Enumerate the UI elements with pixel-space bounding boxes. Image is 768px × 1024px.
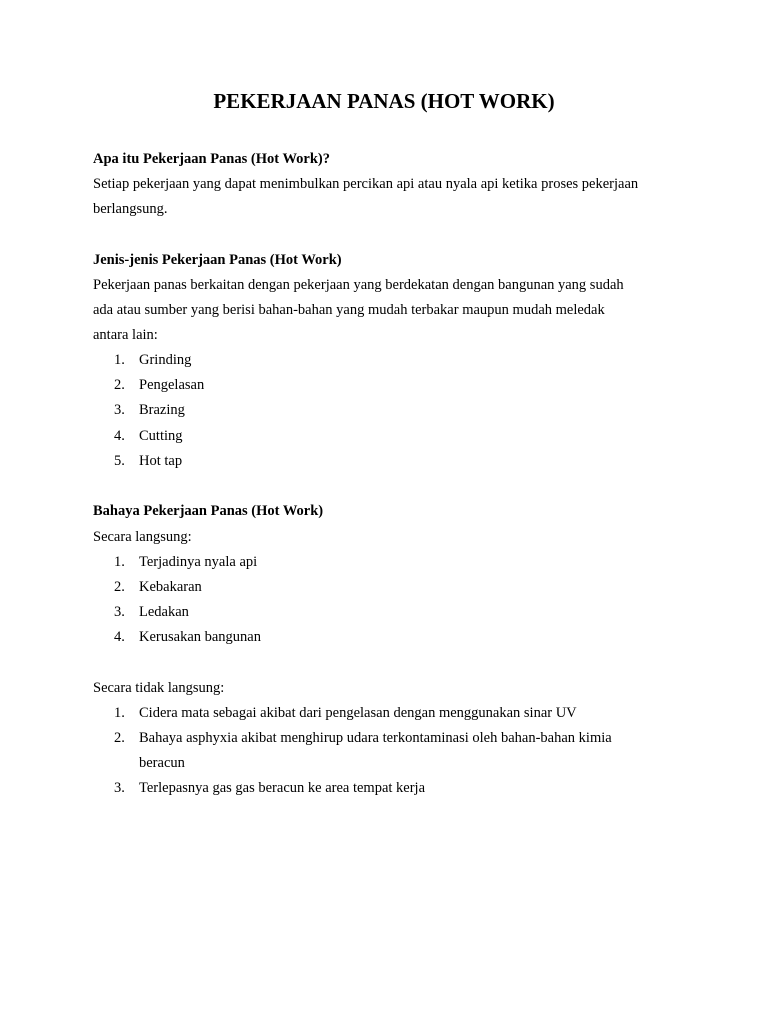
list-item: Terjadinya nyala api — [139, 554, 258, 570]
list-item-number: 4. — [114, 428, 125, 444]
list-item-number: 4. — [114, 629, 125, 645]
list-item-number: 1. — [114, 352, 125, 368]
paragraph-line: Setiap pekerjaan yang dapat menimbulkan percikan api atau nyala api ketika proses pekerjaan — [93, 176, 639, 192]
list-item: Terlepasnya gas gas beracun ke area tempat kerja — [139, 780, 426, 796]
subheading-direct: Secara langsung: — [93, 529, 192, 545]
section-heading-hazards: Bahaya Pekerjaan Panas (Hot Work) — [93, 503, 324, 519]
list-item: Hot tap — [139, 453, 183, 469]
list-item: Bahaya asphyxia akibat menghirup udara terkontaminasi oleh bahan-bahan kimia — [139, 730, 612, 746]
list-item-number: 3. — [114, 780, 125, 796]
section-heading-types: Jenis-jenis Pekerjaan Panas (Hot Work) — [93, 252, 342, 268]
list-item-number: 2. — [114, 579, 125, 595]
list-item-number: 1. — [114, 554, 125, 570]
subheading-indirect: Secara tidak langsung: — [93, 680, 225, 696]
list-item-continuation: beracun — [139, 755, 185, 771]
paragraph-line: ada atau sumber yang berisi bahan-bahan yang mudah terbakar maupun mudah meledak — [93, 302, 605, 318]
list-item-number: 1. — [114, 705, 125, 721]
list-item-number: 5. — [114, 453, 125, 469]
section-heading-definition: Apa itu Pekerjaan Panas (Hot Work)? — [93, 151, 330, 167]
list-item: Grinding — [139, 352, 192, 368]
list-item-number: 2. — [114, 377, 125, 393]
list-item: Brazing — [139, 402, 185, 418]
paragraph-line: Pekerjaan panas berkaitan dengan pekerjaan yang berdekatan dengan bangunan yang sudah — [93, 277, 624, 293]
list-item-number: 3. — [114, 604, 125, 620]
list-item-number: 3. — [114, 402, 125, 418]
list-item: Pengelasan — [139, 377, 205, 393]
list-item: Kebakaran — [139, 579, 202, 595]
list-item-number: 2. — [114, 730, 125, 746]
list-item: Kerusakan bangunan — [139, 629, 261, 645]
list-item: Cidera mata sebagai akibat dari pengelasan dengan menggunakan sinar UV — [139, 705, 577, 721]
page-title: PEKERJAAN PANAS (HOT WORK) — [213, 89, 555, 113]
paragraph-line: antara lain: — [93, 327, 158, 343]
paragraph-line: berlangsung. — [93, 201, 168, 217]
list-item: Cutting — [139, 428, 183, 444]
list-item: Ledakan — [139, 604, 189, 620]
